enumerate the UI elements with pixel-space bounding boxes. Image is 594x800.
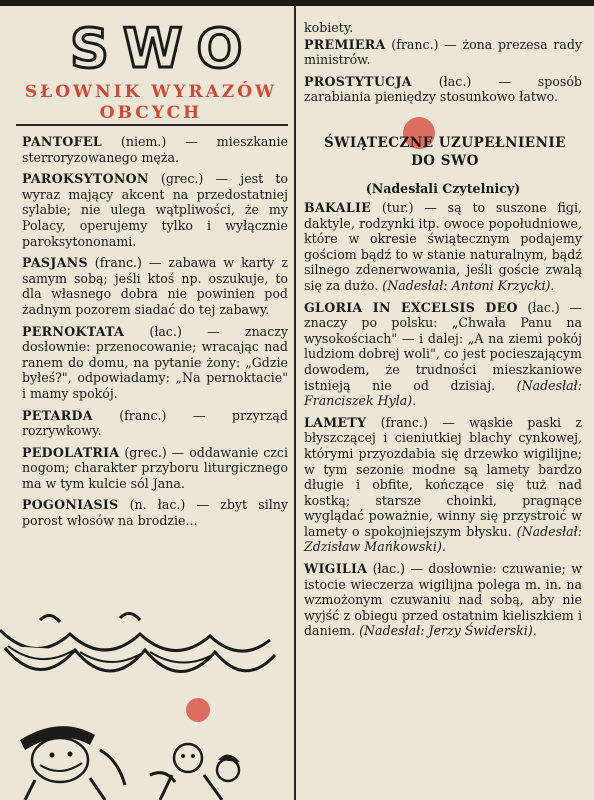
entry-text: (franc.) — zabawa w karty z samym sobą; jeśli ktoś np. oszukuje, to dla własnego dobra nie powinien pod żadnym pozorem siadać do tej zabawy. [22, 255, 288, 317]
entry-pedolatria [22, 445, 288, 492]
holiday-illustration [0, 600, 294, 800]
header-rule [16, 124, 288, 126]
entry-text: (niem.) — mieszkanie sterroryzowanego męża. [22, 134, 288, 165]
entry-head: PREMIERA [304, 36, 386, 52]
entry-text: (franc.) — żona prezesa rady ministrów. [304, 36, 582, 68]
logo-subtitle-line1: SŁOWNIK WYRAZÓW [24, 82, 278, 102]
continued-text: kobiety. [304, 20, 354, 35]
entry-text: (łac.) — znaczy dosłownie: przenocowanie; wracając nad ranem do domu, na pytanie żony: „Gdzie byłeś?", odpowiadamy: „Na pernoktacie" i mamy spokój. [22, 323, 288, 401]
entry-text: (tur.) — są to suszone figi, daktyle, rodzynki itp. owoce popołudniowe, które w okresie świątecznym podajemy gościom bądź to w stanie naturalnym, bądź silnego zdenerwowania, jeśli goście zwalą się za dużo. [304, 200, 582, 293]
top-border [0, 0, 594, 6]
entry-bakalie [304, 200, 582, 294]
entry-head: WIGILIA [304, 561, 368, 577]
right-entries [304, 200, 582, 645]
entry-text: (grec.) — jest to wyraz mający akcent na przedostatniej sylabie; nie ulega wątpliwości, że my Polacy, operujemy tylko i wyłącznie paroksytononami. [22, 171, 288, 249]
entry-prostytucja [304, 74, 582, 105]
entry-head: PAROKSYTONON [22, 171, 149, 187]
supplement-source: (Nadesłali Czytelnicy) [365, 181, 521, 196]
logo-subtitle-line2: OBCYCH [99, 103, 203, 123]
entry-pernoktata [22, 324, 288, 402]
entry-head: POGONIASIS [22, 497, 119, 513]
logo-subtitle [14, 82, 288, 124]
entry-credit: (Nadesłał: Franciszek Hyla). [304, 377, 582, 409]
entry-text: (franc.) — przyrząd rozrywkowy. [22, 407, 288, 439]
entry-head: PANTOFEL [22, 134, 102, 149]
swo-logo: SWO [70, 17, 257, 80]
garland-icon [0, 613, 275, 671]
entry-text: (n. łac.) — zbyt silny porost włosów na brodzie... [22, 497, 288, 529]
supplement-title-line2: DO SWO [411, 153, 479, 169]
entry-premiera [304, 37, 582, 68]
entry-text: (łac.) — znaczy po polsku: „Chwała Panu na wysokościach" — i dalej: „A na ziemi pokój ludziom dobrej woli", co jest pocieszającym dowodem, że trudności mieszkaniowe istnieją nie od dzisiaj. [304, 299, 582, 393]
figure-right-icon [150, 744, 240, 800]
entry-wigilia [304, 561, 582, 639]
entry-text: (łac.) — sposób zarabiania pieniędzy stosunkowo łatwo. [304, 73, 582, 105]
entry-pantofel [22, 134, 288, 165]
entry-head: BAKALIE [304, 200, 372, 215]
entry-head: PEDOLATRIA [22, 444, 120, 460]
entry-pasjans [22, 255, 288, 317]
entry-head: LAMETY [304, 414, 367, 430]
supplement-title-line1: ŚWIĄTECZNE UZUPEŁNIENIE [323, 135, 567, 151]
entry-credit: (Nadesłał: Zdzisław Mańkowski). [304, 523, 582, 555]
entry-paroksytonon [22, 171, 288, 249]
entry-head: PASJANS [22, 255, 88, 271]
entry-credit: (Nadesłał: Jerzy Świderski). [359, 623, 537, 639]
entry-credit: (Nadesłał: Antoni Krzycki). [382, 277, 555, 293]
supplement-title [310, 134, 580, 170]
entry-head: PETARDA [22, 407, 93, 423]
figure-left-icon [20, 726, 125, 800]
entry-head: PERNOKTATA [22, 323, 125, 339]
entry-text: (grec.) — oddawanie czci nogom; charakter przyboru liturgicznego ma w tym kulcie sól Jana. [22, 444, 288, 491]
entry-gloria [304, 300, 582, 409]
entry-head: PROSTYTUCJA [304, 73, 412, 89]
entry-head: GLORIA IN EXCELSIS DEO [304, 299, 518, 315]
entry-text: (franc.) — wąskie paski z błyszczącej i cieniutkiej blachy cynkowej, którymi przyozdabia się drzewko wigilijne; w tym sezonie modne są lamety bardzo długie i obfite, kończące się tuż nad kostką; starsze choinki, pragnące wyglądać poważnie, winny się przystroić w lamety o spokojniejszym błysku. [304, 414, 582, 539]
entry-lamety [304, 415, 582, 555]
entry-text: (łac.) — dosłownie: czuwanie; w istocie wieczerza wigilijna polega m. in. na wzmożonym czuwaniu nad sobą, aby nie wyjść z obiegu przed ostatnim kieliszkiem i daniem. [304, 561, 582, 639]
right-top-block [304, 20, 582, 111]
entry-petarda [22, 408, 288, 439]
left-entries [22, 134, 288, 535]
ornament-ball-icon [186, 698, 210, 722]
entry-pogoniasis [22, 497, 288, 528]
column-divider [294, 6, 296, 800]
